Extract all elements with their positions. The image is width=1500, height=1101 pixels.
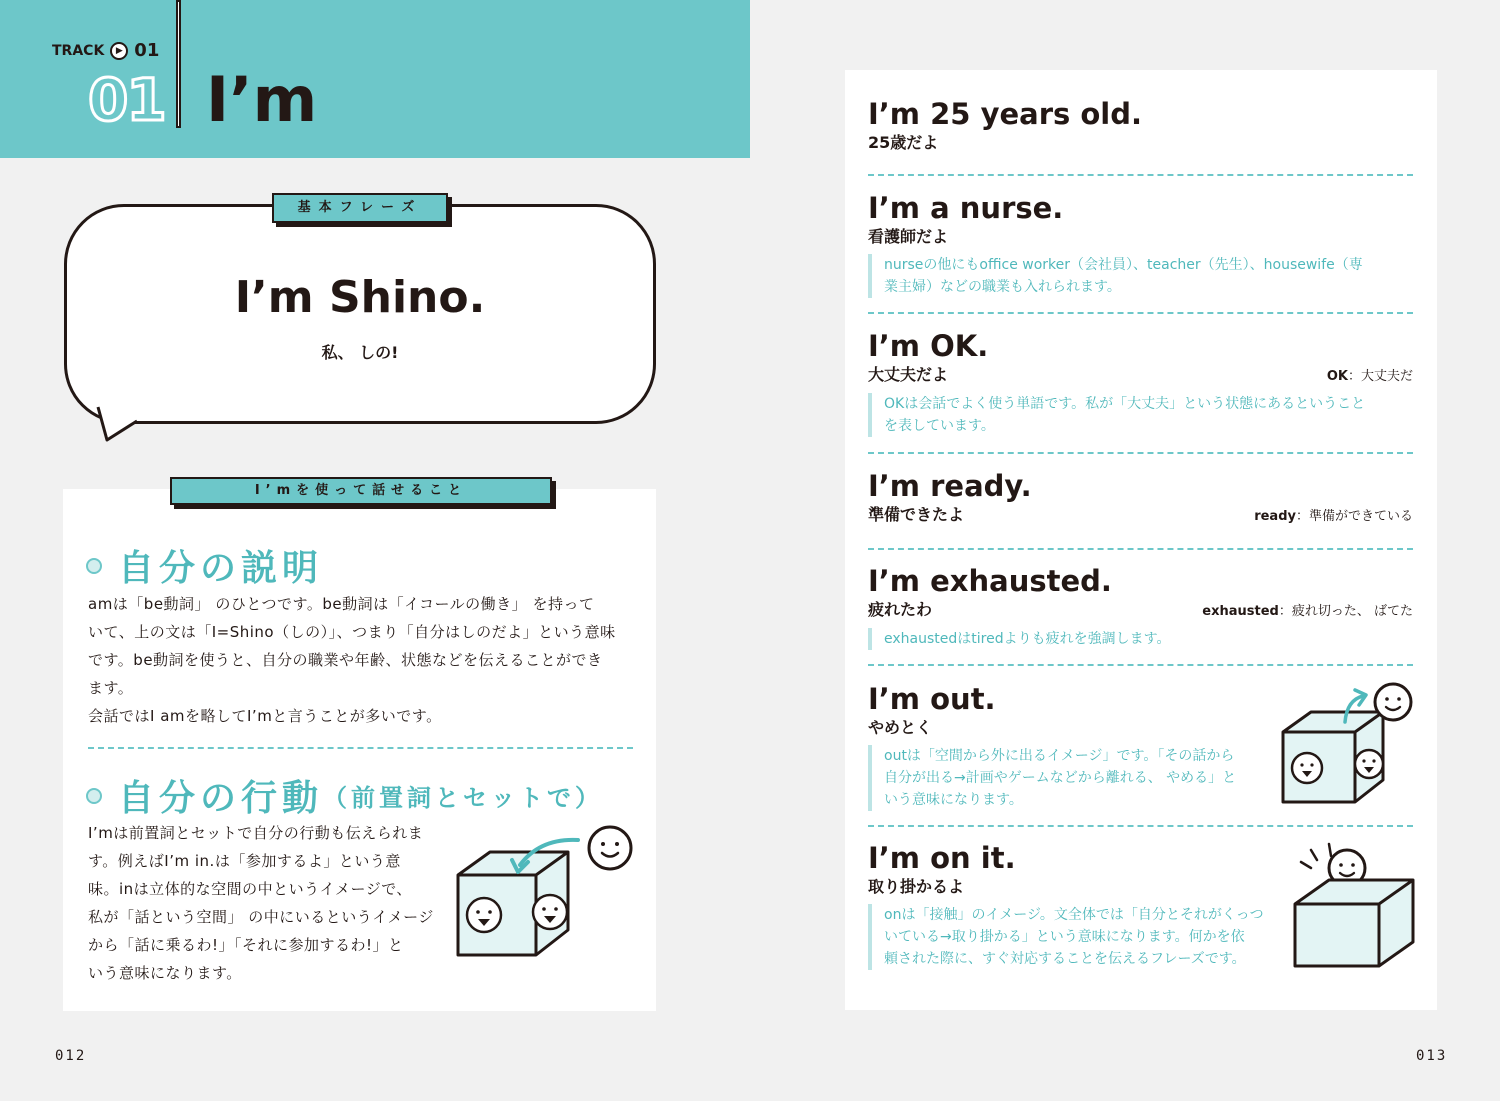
header-divider	[176, 0, 181, 128]
phrase-note	[868, 254, 1413, 298]
phrase-divider	[868, 312, 1413, 314]
gloss-meaning: ：疲れ切った、 ばてた	[1278, 604, 1413, 619]
speech-bubble-tail	[95, 405, 155, 445]
note-line: いている→取り掛かる」という意味になります。何かを依	[884, 929, 1245, 945]
phrase-note	[868, 745, 1278, 811]
body-line: ます。	[88, 679, 134, 697]
speaker-icon[interactable]: ▶	[110, 42, 128, 60]
bullet-icon	[86, 558, 102, 574]
page-number-left: 012	[55, 1048, 87, 1064]
main-phrase: I’m Shino.	[234, 272, 486, 323]
gloss-word: ready	[1254, 509, 1296, 524]
phrase-text: I’m exhausted.	[868, 564, 1112, 598]
phrase-note	[868, 628, 1413, 650]
note-line: を表しています。	[884, 418, 995, 434]
phrase-divider	[868, 452, 1413, 454]
phrase-translation: 25歳だよ	[868, 133, 939, 152]
track-number: 01	[134, 40, 160, 61]
section-heading-self-action	[86, 770, 603, 821]
basic-phrase-tag: 基本フレーズ	[272, 193, 448, 223]
note-line: OKは会話でよく使う単語です。私が「大丈夫」という状態にあるということ	[884, 396, 1366, 412]
section-body-self-description	[88, 590, 648, 730]
section-title: 自分の説明	[118, 548, 324, 589]
body-line: 味。inは立体的な空間の中というイメージで、	[88, 880, 412, 898]
note-line: 業主婦）などの職業も入れられます。	[884, 279, 1121, 295]
track-label	[52, 40, 159, 61]
note-line: nurseの他にもoffice worker（会社員）、teacher（先生）、housewife（専	[884, 257, 1363, 273]
phrase-item	[868, 328, 1413, 437]
phrase-divider	[868, 825, 1413, 827]
body-line: です。be動詞を使うと、自分の職業や年齢、状態などを伝えることができ	[88, 651, 603, 669]
note-line: exhaustedはtiredよりも疲れを強調します。	[884, 631, 1171, 647]
phrase-translation: 看護師だよ	[868, 227, 949, 246]
track-text: TRACK	[52, 42, 105, 59]
phrase-translation: 準備できたよ	[868, 505, 965, 524]
note-line: outは「空間から外に出るイメージ」です。「その話から	[884, 748, 1235, 764]
phrase-text: I’m ready.	[868, 469, 1032, 503]
phrase-item	[868, 190, 1413, 298]
body-line: I’mは前置詞とセットで自分の行動も伝えられま	[88, 824, 424, 842]
phrase-item	[868, 840, 1278, 970]
talk-section-tag: I’mを使って話せること	[170, 477, 552, 505]
section-title: 自分の行動	[118, 778, 324, 819]
body-line: 会話ではI amを略してI’mと言うことが多いです。	[88, 707, 442, 725]
cube-out-illustration	[1275, 680, 1425, 810]
main-translation: 私、 しの!	[321, 343, 399, 362]
lesson-number: 01	[88, 66, 165, 134]
body-line: から「話に乗るわ!」「それに参加するわ!」と	[88, 936, 404, 954]
phrase-gloss	[1202, 602, 1413, 622]
phrase-item	[868, 681, 1278, 811]
phrase-item	[868, 563, 1413, 650]
cube-in-illustration	[450, 820, 640, 970]
phrase-note	[868, 904, 1278, 970]
section-body-self-action	[88, 819, 448, 987]
section-heading-self-description	[86, 540, 323, 591]
note-line: いう意味になります。	[884, 792, 1023, 808]
body-line: いて、上の文は「I=Shino（しの）」、つまり「自分はしのだよ」という意味	[88, 623, 616, 641]
phrase-translation: 疲れたわ	[868, 600, 933, 619]
phrase-note	[868, 393, 1413, 437]
note-line: 自分が出る→計画やゲームなどから離れる、 やめる」と	[884, 770, 1237, 786]
phrase-text: I’m a nurse.	[868, 191, 1064, 225]
phrase-text: I’m 25 years old.	[868, 97, 1143, 131]
phrase-text: I’m OK.	[868, 329, 989, 363]
body-line: amは「be動詞」 のひとつです。be動詞は「イコールの働き」 を持って	[88, 595, 595, 613]
phrase-translation: やめとく	[868, 718, 933, 737]
phrase-text: I’m on it.	[868, 841, 1016, 875]
section-subtitle: （前置詞とセットで）	[323, 784, 604, 812]
body-line: 私が「話という空間」 の中にいるというイメージ	[88, 908, 434, 926]
phrase-translation: 大丈夫だよ	[868, 365, 949, 384]
gloss-meaning: ：大丈夫だ	[1347, 369, 1413, 384]
phrase-translation: 取り掛かるよ	[868, 877, 965, 896]
note-line: 頼された際に、すぐ対応することを伝えるフレーズです。	[884, 951, 1246, 967]
phrase-divider	[868, 548, 1413, 550]
phrase-item	[868, 96, 1413, 154]
phrase-gloss	[1254, 507, 1413, 527]
section-divider	[88, 747, 633, 749]
gloss-meaning: ：準備ができている	[1295, 509, 1413, 524]
phrase-text: I’m out.	[868, 682, 996, 716]
gloss-word: exhausted	[1202, 604, 1279, 619]
phrase-gloss	[1327, 367, 1413, 387]
gloss-word: OK	[1326, 369, 1348, 384]
phrase-divider	[868, 174, 1413, 176]
lesson-title: I’m	[206, 63, 318, 136]
note-line: onは「接触」のイメージ。文全体では「自分とそれがくっつ	[884, 907, 1264, 923]
bullet-icon	[86, 788, 102, 804]
phrase-item	[868, 468, 1413, 527]
body-line: いう意味になります。	[88, 964, 242, 982]
body-line: す。例えばI’m in.は「参加するよ」という意	[88, 852, 401, 870]
phrase-divider	[868, 664, 1413, 666]
page-number-right: 013	[1416, 1048, 1448, 1064]
cube-on-illustration	[1285, 840, 1425, 970]
